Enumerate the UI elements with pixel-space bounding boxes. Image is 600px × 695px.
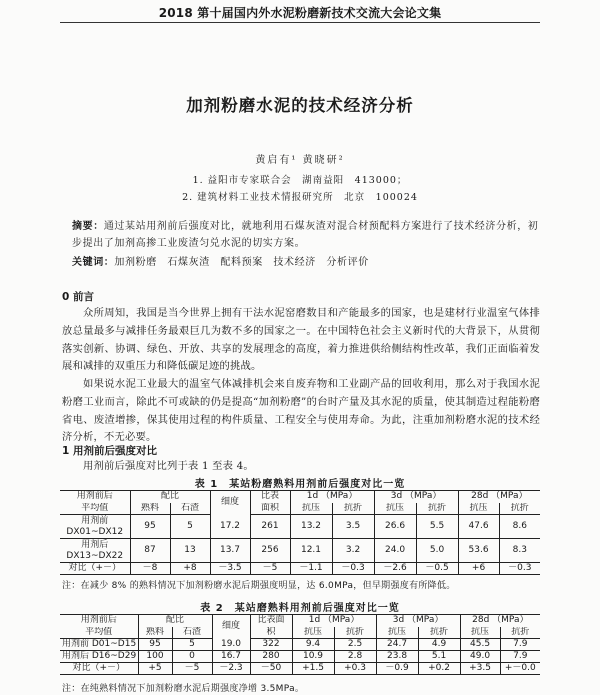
cell: 5 [170,515,210,539]
header-cell: 抗折 [418,627,460,639]
cell: 10.9 [292,651,334,663]
header-cell: 28d （MPa） [460,615,540,627]
header-cell: 用剂前后 [60,491,130,503]
cell: 47.6 [458,515,499,539]
cell: +0.2 [418,663,460,675]
cell: +8 [170,563,210,575]
cell: 13 [170,539,210,563]
header-cell: 比表 [250,491,290,503]
header-cell: 石渣 [172,627,212,639]
affiliation-1: 1. 益阳市专家联合会 湖南益阳 413000； [192,175,408,186]
cell: 24.7 [376,639,418,651]
cell: 8.6 [499,515,540,539]
table-row [60,651,540,663]
header-cell: 抗折 [334,627,376,639]
cell: －0.3 [332,563,374,575]
header-cell: 细度 [210,491,250,515]
section-0-paragraph-2: 如果说水泥工业最大的温室气体减排机会来自废弃物和工业副产品的回收利用，那么对于我国水泥粉磨工业而言，除此不可或缺的仍是提高“加剂粉磨”的台时产量及其水泥的质量，使其制造过程能粉磨省电、废渣增掺，保其使用过程的构件质量、工程安全与使用寿命。为此，注重加剂粉磨水泥的技术经济分析，不无必要。 [62,378,540,444]
cell: 7.9 [500,651,540,663]
cell: 0 [172,651,212,663]
cell: 7.9 [500,639,540,651]
cell: 5.1 [418,651,460,663]
cell: 87 [130,539,170,563]
table-diff-row [60,563,540,575]
cell: 26.6 [374,515,416,539]
cell: －0.3 [499,563,540,575]
header-cell: 平均值 [60,503,130,515]
keywords-text: 加剂粉磨 石煤灰渣 配料预案 技术经济 分析评价 [114,257,369,268]
header-cell: 配比 [130,491,210,503]
cell: 3.5 [332,515,374,539]
cell: 53.6 [458,539,499,563]
table-1 [60,490,540,575]
header-cell: 3d （MPa） [374,491,458,503]
row-label [60,539,130,563]
header-cell: 积 [250,627,292,639]
section-1-intro: 用剂前后强度对比列于表 1 至表 4。 [83,460,254,472]
cell: 256 [250,539,290,563]
cell: +0.3 [334,663,376,675]
cell: －8 [130,563,170,575]
header-cell: 熟料 [138,627,172,639]
header-cell: 1d （MPa） [292,615,376,627]
header-cell: 抗压 [376,627,418,639]
row-label [60,515,130,539]
abstract [72,218,542,252]
header-cell: 1d （MPa） [290,491,374,503]
cell: 12.1 [290,539,332,563]
table-2-note: 注：在纯熟料情况下加剂粉磨水泥后期强度净增 3.5MPa。 [62,684,305,694]
row-label-main: 用剂前 [81,515,109,526]
cell: 19.0 [212,639,250,651]
cell: 100 [138,651,172,663]
header-cell: 用剂前后 [60,615,138,627]
abstract-text: 通过某站用剂前后强度对比，就地利用石煤灰渣对混合材预配料方案进行了技术经济分析，初步提出了加剂高掺工业废渣匀兑水泥的切实方案。 [72,221,539,249]
cell: 95 [138,639,172,651]
table-2-caption: 表 2 某站磨熟料用剂前后强度对比一览 [200,603,400,614]
cell: 8.3 [499,539,540,563]
header-cell: 抗压 [374,503,416,515]
cell: 13.2 [290,515,332,539]
cell: －5 [250,563,290,575]
header-cell: 抗折 [499,503,540,515]
cell: 3.2 [332,539,374,563]
cell: +6 [458,563,499,575]
running-header: 2018 第十届国内外水泥粉磨新技术交流大会论文集 [158,6,442,20]
header-cell: 抗折 [416,503,458,515]
cell: 24.0 [374,539,416,563]
cell: 4.9 [418,639,460,651]
header-cell: 平均值 [60,627,138,639]
cell: －3.5 [210,563,250,575]
row-label: 对比（+－） [60,663,138,675]
cell: 280 [250,651,292,663]
cell: 9.4 [292,639,334,651]
header-cell: 抗折 [332,503,374,515]
header-cell: 抗压 [460,627,500,639]
cell: 5 [172,639,212,651]
cell: －1.1 [290,563,332,575]
row-label: 用剂后 D16~D29 [62,651,137,661]
cell: 2.5 [334,639,376,651]
section-0-paragraph-1: 众所周知，我国是当今世界上拥有干法水泥窑磨数目和产能最多的国家，也是建材行业温室气体排放总量最多与减排任务最艰巨几为数不多的国家之一。在中国特色社会主义新时代的大背景下，从贯彻落实创新、协调、绿色、开放、共享的发展理念的高度，着力推进供给侧结构性改革，我们正面临着发展和减排的双重压力和降低碳足迹的挑战。 [62,307,540,373]
header-cell: 细度 [212,615,250,639]
header-cell: 28d （MPa） [458,491,540,503]
header-cell: 熟料 [130,503,170,515]
cell: 322 [250,639,292,651]
table-diff-row [60,663,540,675]
paper-title: 加剂粉磨水泥的技术经济分析 [186,96,414,115]
header-cell: 抗压 [292,627,334,639]
table-header-row [60,503,540,515]
header-cell: 抗压 [458,503,499,515]
cell: －0.9 [376,663,418,675]
table-row [60,639,540,651]
table-2 [60,614,540,675]
affiliation-2: 2. 建筑材料工业技术情报研究所 北京 100024 [182,192,418,203]
header-rule [60,22,540,23]
table-1-note: 注：在减少 8% 的熟料情况下加剂粉磨水泥后期强度明显，达 6.0MPa，但早期强度有所降低。 [62,581,456,591]
cell: －50 [250,663,292,675]
abstract-label: 摘要： [72,221,104,232]
header-cell: 抗折 [500,627,540,639]
row-label-sub: DX13~DX22 [66,550,124,561]
cell: 45.5 [460,639,500,651]
cell: 5.0 [416,539,458,563]
table-row [60,515,540,539]
cell: +3.5 [460,663,500,675]
authors: 黄启有¹ 黄晓研² [255,155,345,166]
cell: 17.2 [210,515,250,539]
header-cell: 配比 [138,615,212,627]
cell: +－0.0 [500,663,540,675]
keywords-label: 关键词： [72,257,115,268]
header-cell: 面积 [250,503,290,515]
cell: 49.0 [460,651,500,663]
section-1-heading: 1 用剂前后强度对比 [62,445,157,457]
cell: 95 [130,515,170,539]
header-cell: 3d （MPa） [376,615,460,627]
header-cell: 抗压 [290,503,332,515]
table-header-row [60,491,540,503]
row-label: 用剂前 D01~D15 [62,639,137,649]
cell: 2.8 [334,651,376,663]
cell: －0.5 [416,563,458,575]
cell: －2.6 [374,563,416,575]
table-1-caption: 表 1 某站粉磨熟料用剂前后强度对比一览 [194,479,406,490]
table-header-row [60,627,540,639]
header-cell: 比表面 [250,615,292,627]
cell: 5.5 [416,515,458,539]
cell: 261 [250,515,290,539]
cell: 23.8 [376,651,418,663]
row-label-main: 用剂后 [81,539,109,550]
cell: 16.7 [212,651,250,663]
table-header-row [60,615,540,627]
section-0-heading: 0 前言 [62,291,94,303]
row-label-sub: DX01~DX12 [66,526,124,537]
cell: －5 [172,663,212,675]
header-cell: 石渣 [170,503,210,515]
table-row [60,539,540,563]
cell: +1.5 [292,663,334,675]
cell: 13.7 [210,539,250,563]
keywords [72,254,542,271]
cell: +5 [138,663,172,675]
row-label: 对比（+－） [60,563,130,575]
cell: －2.3 [212,663,250,675]
